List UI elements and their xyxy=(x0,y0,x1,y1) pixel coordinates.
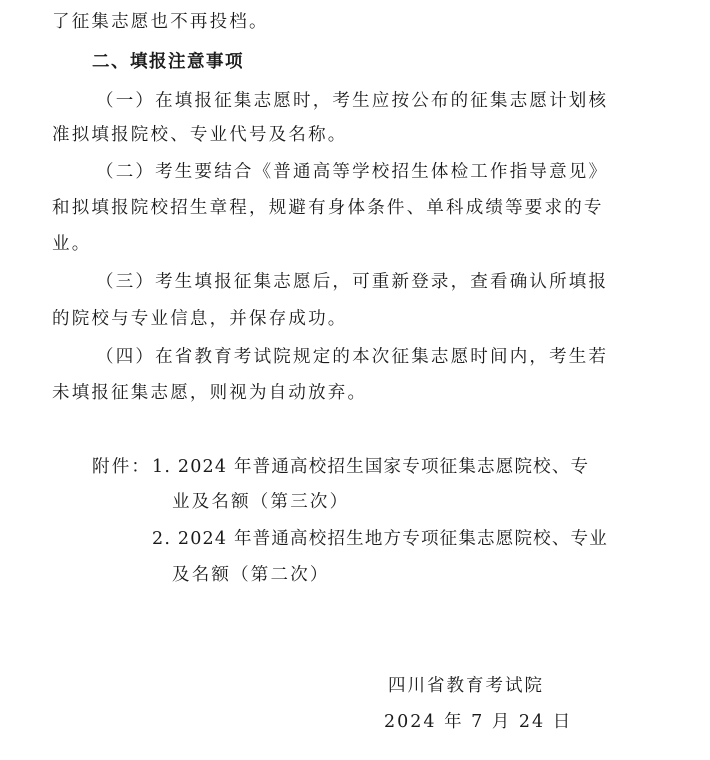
issue-date: 2024 年 7 月 24 日 xyxy=(384,712,573,732)
issuing-organization: 四川省教育考试院 xyxy=(388,676,544,696)
section-heading: 二、填报注意事项 xyxy=(92,52,244,72)
attachment-item: 2. 2024 年普通高校招生地方专项征集志愿院校、专业 xyxy=(152,529,608,549)
paragraph-line: 的院校与专业信息，并保存成功。 xyxy=(52,309,348,329)
attachment-item-cont: 及名额（第二次） xyxy=(172,565,330,585)
paragraph-line: 业。 xyxy=(52,234,92,254)
paragraph-line: 准拟填报院校、专业代号及名称。 xyxy=(52,125,348,145)
text-line: 了征集志愿也不再投档。 xyxy=(52,12,269,32)
attachment-item: 1. 2024 年普通高校招生国家专项征集志愿院校、专 xyxy=(152,457,590,477)
paragraph-line: （四）在省教育考试院规定的本次征集志愿时间内，考生若 xyxy=(96,347,609,367)
paragraph-line: （一）在填报征集志愿时，考生应按公布的征集志愿计划核 xyxy=(96,91,609,111)
paragraph-line: 和拟填报院校招生章程，规避有身体条件、单科成绩等要求的专 xyxy=(52,198,604,218)
paragraph-line: 未填报征集志愿，则视为自动放弃。 xyxy=(52,383,368,403)
paragraph-line: （二）考生要结合《普通高等学校招生体检工作指导意见》 xyxy=(96,162,609,182)
paragraph-line: （三）考生填报征集志愿后，可重新登录，查看确认所填报 xyxy=(96,272,609,292)
attachments-label: 附件： xyxy=(92,457,152,477)
attachment-item-cont: 业及名额（第三次） xyxy=(172,492,350,512)
